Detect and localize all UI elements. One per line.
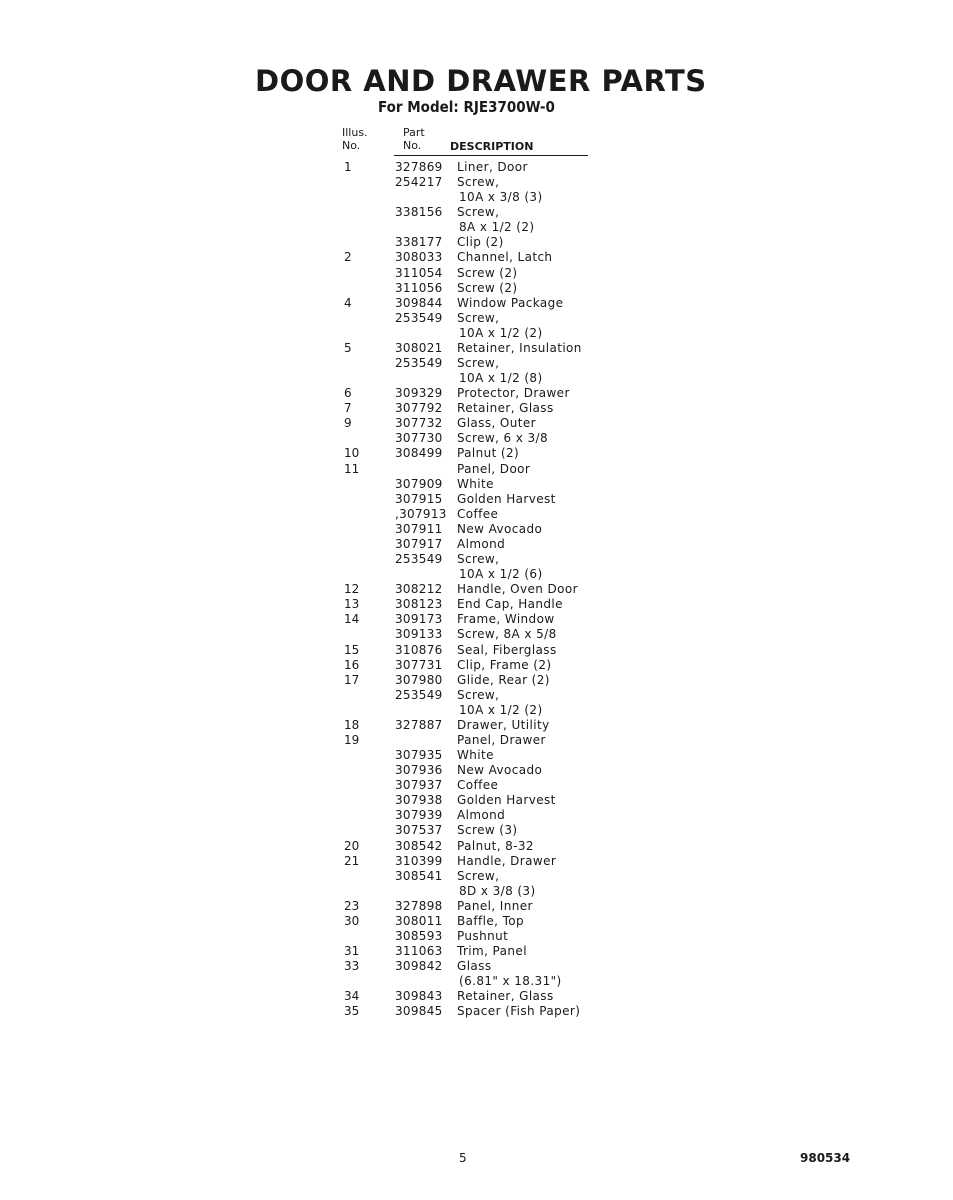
part-description: Protector, Drawer [457, 386, 570, 401]
part-number: 327869 [395, 160, 443, 174]
part-number: 307917 [395, 536, 443, 551]
part-description: 10A x 1/2 (8) [459, 371, 543, 386]
part-number: 307792 [395, 401, 443, 416]
illus-number: 31 [344, 944, 360, 959]
part-number: 309843 [395, 989, 443, 1004]
part-description: Panel, Door [457, 461, 531, 476]
part-description: Screw, [457, 356, 500, 371]
part-number: 309844 [395, 295, 443, 310]
part-number: 307732 [395, 416, 443, 431]
table-row [338, 959, 598, 974]
part-description: 10A x 1/2 (2) [459, 325, 543, 340]
part-number: 338156 [395, 205, 443, 220]
illus-number: 33 [344, 959, 360, 974]
part-number: 308541 [395, 868, 443, 883]
part-description: Clip, Frame (2) [457, 657, 552, 672]
part-description: White [457, 476, 494, 491]
page-title: DOOR AND DRAWER PARTS [255, 64, 707, 98]
table-row [338, 326, 598, 341]
table-row [338, 507, 598, 522]
table-row [338, 778, 598, 793]
table-row [338, 175, 598, 190]
table-row [338, 462, 598, 477]
part-description: End Cap, Handle [457, 597, 563, 612]
part-description: Retainer, Glass [457, 401, 554, 416]
table-row [338, 718, 598, 733]
part-number: 308021 [395, 340, 443, 355]
table-row [338, 974, 598, 989]
table-row [338, 416, 598, 431]
table-row [338, 944, 598, 959]
part-description: Almond [457, 808, 506, 823]
part-description: Spacer (Fish Paper) [457, 1004, 581, 1019]
part-header-line1: Part [403, 126, 425, 139]
part-number: 307730 [395, 431, 443, 446]
part-description: Frame, Window [457, 612, 555, 627]
table-row [338, 537, 598, 552]
part-number: 307937 [395, 778, 443, 793]
part-description: Screw, 6 x 3/8 [457, 431, 548, 446]
description-header: DESCRIPTION [450, 140, 534, 153]
table-row [338, 311, 598, 326]
part-description: Window Package [457, 295, 564, 310]
table-row [338, 839, 598, 854]
part-number: 308593 [395, 928, 443, 943]
part-number: ,307913 [395, 506, 447, 521]
illus-header-line1: Illus. [342, 126, 368, 139]
part-description: Screw, [457, 868, 500, 883]
table-row [338, 567, 598, 582]
part-description: Glide, Rear (2) [457, 672, 550, 687]
part-description: Golden Harvest [457, 491, 556, 506]
table-row [338, 658, 598, 673]
table-row [338, 899, 598, 914]
illus-number: 16 [344, 657, 360, 672]
illus-number: 9 [344, 416, 352, 431]
table-row [338, 522, 598, 537]
part-number: 309842 [395, 959, 443, 974]
part-description: Coffee [457, 506, 499, 521]
table-row [338, 793, 598, 808]
part-description: Screw, [457, 552, 500, 567]
part-number: 308212 [395, 582, 443, 597]
model-subtitle: For Model: RJE3700W-0 [378, 98, 555, 116]
part-description: 10A x 1/2 (2) [459, 702, 543, 717]
part-number: 309133 [395, 627, 443, 642]
part-number: 338177 [395, 235, 443, 250]
part-description: Screw (3) [457, 823, 518, 838]
part-number: 307939 [395, 808, 443, 823]
table-row [338, 703, 598, 718]
part-description: Almond [457, 536, 506, 551]
table-row [338, 477, 598, 492]
part-description: Glass, Outer [457, 416, 536, 431]
part-description: Golden Harvest [457, 793, 556, 808]
illus-number: 7 [344, 401, 352, 416]
table-row [338, 869, 598, 884]
table-row [338, 688, 598, 703]
part-number: 327887 [395, 717, 443, 732]
illus-number: 4 [344, 295, 352, 310]
table-row [338, 220, 598, 235]
part-description: Screw, 8A x 5/8 [457, 627, 557, 642]
part-description: 8A x 1/2 (2) [459, 220, 535, 235]
part-number: 309845 [395, 1004, 443, 1019]
illus-number: 20 [344, 838, 360, 853]
table-row [338, 431, 598, 446]
parts-table [338, 160, 598, 1019]
table-row [338, 371, 598, 386]
table-row [338, 296, 598, 311]
part-description: Retainer, Insulation [457, 340, 582, 355]
document-number: 980534 [800, 1151, 851, 1165]
part-description: Screw, [457, 687, 500, 702]
part-number: 307980 [395, 672, 443, 687]
part-description: 10A x 3/8 (3) [459, 190, 543, 205]
table-row [338, 733, 598, 748]
part-number: 254217 [395, 175, 443, 190]
part-description: Seal, Fiberglass [457, 642, 557, 657]
part-description: Screw (2) [457, 280, 518, 295]
table-row [338, 854, 598, 869]
part-number: 311063 [395, 944, 443, 959]
illus-number: 10 [344, 446, 360, 461]
part-description: Channel, Latch [457, 250, 553, 265]
illus-number: 30 [344, 913, 360, 928]
part-description: Palnut, 8-32 [457, 838, 534, 853]
part-number: 311056 [395, 280, 443, 295]
illus-number: 35 [344, 1004, 360, 1019]
header-divider [394, 155, 588, 156]
part-description: New Avocado [457, 763, 543, 778]
part-number: 307938 [395, 793, 443, 808]
table-row [338, 929, 598, 944]
table-row [338, 597, 598, 612]
illus-header-line2: No. [342, 139, 361, 152]
table-row [338, 205, 598, 220]
table-row [338, 1004, 598, 1019]
illus-number: 19 [344, 732, 360, 747]
illus-no-header [342, 126, 368, 152]
table-row [338, 160, 598, 175]
part-header-line2: No. [403, 139, 422, 152]
part-number: 311054 [395, 265, 443, 280]
illus-number: 6 [344, 386, 352, 401]
part-description: Coffee [457, 778, 499, 793]
part-number: 307935 [395, 748, 443, 763]
part-number: 308542 [395, 838, 443, 853]
part-number: 308011 [395, 913, 443, 928]
part-number: 308499 [395, 446, 443, 461]
part-no-header [403, 126, 425, 152]
part-description: Palnut (2) [457, 446, 520, 461]
table-row [338, 808, 598, 823]
table-row [338, 235, 598, 250]
part-number: 309173 [395, 612, 443, 627]
part-description: Screw (2) [457, 265, 518, 280]
part-number: 309329 [395, 386, 443, 401]
part-number: 307936 [395, 763, 443, 778]
part-number: 253549 [395, 356, 443, 371]
part-description: Trim, Panel [457, 944, 527, 959]
part-description: Handle, Oven Door [457, 582, 578, 597]
part-description: Glass [457, 959, 492, 974]
table-row [338, 446, 598, 461]
table-row [338, 190, 598, 205]
table-row [338, 989, 598, 1004]
illus-number: 21 [344, 853, 360, 868]
table-row [338, 356, 598, 371]
table-row [338, 341, 598, 356]
part-number: 307537 [395, 823, 443, 838]
table-row [338, 627, 598, 642]
part-number: 310399 [395, 853, 443, 868]
part-number: 307731 [395, 657, 443, 672]
illus-number: 17 [344, 672, 360, 687]
part-description: (6.81" x 18.31") [459, 974, 562, 989]
table-row [338, 914, 598, 929]
illus-number: 2 [344, 250, 352, 265]
part-description: 10A x 1/2 (6) [459, 567, 543, 582]
part-description: Screw, [457, 310, 500, 325]
part-number: 307915 [395, 491, 443, 506]
table-row [338, 763, 598, 778]
table-row [338, 643, 598, 658]
table-row [338, 884, 598, 899]
part-description: Liner, Door [457, 160, 528, 174]
part-description: Baffle, Top [457, 913, 525, 928]
table-row [338, 552, 598, 567]
table-row [338, 281, 598, 296]
part-number: 253549 [395, 310, 443, 325]
part-number: 307909 [395, 476, 443, 491]
table-row [338, 612, 598, 627]
part-description: White [457, 748, 494, 763]
part-description: New Avocado [457, 521, 543, 536]
part-number: 308033 [395, 250, 443, 265]
table-row [338, 250, 598, 265]
table-row [338, 401, 598, 416]
illus-number: 12 [344, 582, 360, 597]
illus-number: 13 [344, 597, 360, 612]
illus-number: 23 [344, 898, 360, 913]
part-number: 310876 [395, 642, 443, 657]
part-description: Panel, Drawer [457, 732, 546, 747]
illus-number: 18 [344, 717, 360, 732]
table-row [338, 266, 598, 281]
page-number: 5 [459, 1151, 467, 1165]
part-description: Screw, [457, 205, 500, 220]
part-number: 307911 [395, 521, 443, 536]
illus-number: 34 [344, 989, 360, 1004]
part-number: 253549 [395, 687, 443, 702]
part-description: Screw, [457, 175, 500, 190]
illus-number: 14 [344, 612, 360, 627]
part-description: Handle, Drawer [457, 853, 557, 868]
part-description: 8D x 3/8 (3) [459, 883, 536, 898]
illus-number: 1 [344, 160, 352, 174]
part-description: Pushnut [457, 928, 509, 943]
part-number: 253549 [395, 552, 443, 567]
table-row [338, 748, 598, 763]
part-description: Clip (2) [457, 235, 504, 250]
table-row [338, 823, 598, 838]
part-description: Retainer, Glass [457, 989, 554, 1004]
illus-number: 5 [344, 340, 352, 355]
part-number: 327898 [395, 898, 443, 913]
part-number: 308123 [395, 597, 443, 612]
illus-number: 15 [344, 642, 360, 657]
table-row [338, 386, 598, 401]
part-description: Panel, Inner [457, 898, 533, 913]
illus-number: 11 [344, 461, 360, 476]
table-row [338, 673, 598, 688]
table-row [338, 582, 598, 597]
part-description: Drawer, Utility [457, 717, 550, 732]
table-row [338, 492, 598, 507]
